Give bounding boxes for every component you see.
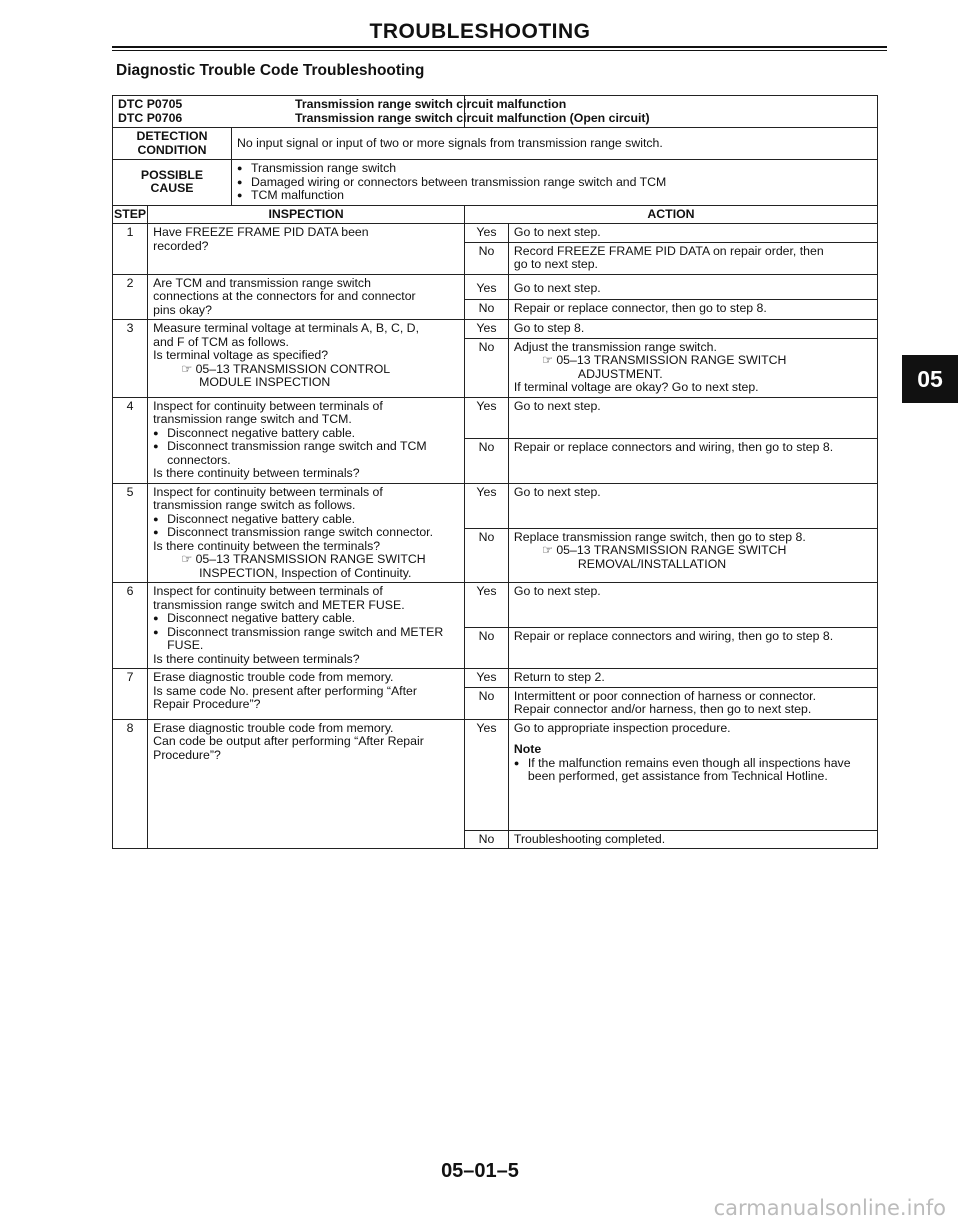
inspection-line: Is there continuity between terminals?	[153, 466, 360, 480]
step-inspection	[148, 583, 465, 669]
action-line: go to next step.	[513, 257, 598, 271]
note-title: Note	[513, 742, 542, 756]
reference-icon: ☞	[541, 353, 553, 367]
no-label: No	[464, 338, 508, 397]
step-inspection	[148, 397, 465, 483]
reference-text: INSPECTION, Inspection of Continuity.	[199, 565, 412, 580]
inspection-line: pins okay?	[153, 302, 212, 317]
inspection-line: Inspect for continuity between terminals of	[153, 398, 383, 413]
page-number: 05–01–5	[441, 1160, 519, 1182]
reference-line	[153, 553, 459, 567]
inspection-bullet: ● Disconnect transmission range switch connector.	[153, 526, 459, 540]
inspection-header: INSPECTION	[148, 205, 465, 224]
reference-icon: ☞	[541, 543, 553, 557]
inspection-line: Inspect for continuity between terminals of	[153, 484, 383, 499]
inspection-bullet: ● Disconnect negative battery cable.	[153, 612, 459, 626]
detection-row	[113, 128, 878, 160]
inspection-line: recorded?	[153, 238, 209, 253]
inspection-line: Is there continuity between the terminals?	[153, 538, 381, 553]
yes-label: Yes	[464, 719, 508, 830]
step-number: 2	[113, 274, 148, 320]
yes-action	[508, 719, 877, 830]
inspection-line: transmission range switch and TCM.	[153, 412, 352, 426]
yes-action: Go to next step.	[508, 224, 877, 243]
step-inspection	[148, 320, 465, 398]
step-inspection	[148, 719, 465, 849]
inspection-line: Is terminal voltage as specified?	[153, 348, 329, 362]
inspection-line: Erase diagnostic trouble code from memory.	[153, 670, 394, 684]
step-number: 4	[113, 397, 148, 483]
inspection-line: transmission range switch as follows.	[153, 498, 356, 512]
reference-icon: ☞	[181, 552, 193, 566]
inspection-line: Procedure”?	[153, 747, 221, 762]
inspection-line: transmission range switch and METER FUSE.	[153, 597, 405, 612]
action-line: Repair connector and/or harness, then go to next step.	[513, 702, 812, 716]
reference-text: 05–13 TRANSMISSION RANGE SWITCH	[195, 552, 426, 566]
inspection-bullet: ● Disconnect transmission range switch and TCM connectors.	[153, 440, 459, 467]
reference-text: MODULE INSPECTION	[199, 375, 331, 389]
no-label: No	[464, 687, 508, 719]
step-number: 8	[113, 719, 148, 849]
yes-label: Yes	[464, 320, 508, 339]
no-label: No	[464, 438, 508, 483]
inspection-line: Is same code No. present after performing “After	[153, 683, 417, 698]
header-rule	[112, 46, 887, 48]
step-row	[113, 583, 878, 628]
reference-line	[514, 544, 872, 558]
note-item: ● If the malfunction remains even though all inspections have been performed, get assistance from Technical Hotline.	[514, 757, 872, 784]
yes-action: Go to next step.	[508, 274, 877, 299]
step-inspection	[148, 483, 465, 583]
header-rule-thin	[112, 50, 887, 51]
detection-text: No input signal or input of two or more signals from transmission range switch.	[231, 128, 877, 160]
reference-line	[153, 363, 459, 377]
inspection-bullet: ● Disconnect negative battery cable.	[153, 513, 459, 527]
inspection-bullets	[153, 513, 459, 540]
no-label: No	[464, 299, 508, 319]
no-action: Troubleshooting completed.	[508, 830, 877, 849]
inspection-bullet: ● Disconnect transmission range switch and METER FUSE.	[153, 626, 459, 653]
step-number: 6	[113, 583, 148, 669]
no-action	[508, 687, 877, 719]
inspection-line: Inspect for continuity between terminals of	[153, 584, 383, 598]
action-line: Adjust the transmission range switch.	[513, 339, 717, 354]
action-line: Record FREEZE FRAME PID DATA on repair order, then	[513, 243, 824, 258]
yes-label: Yes	[464, 583, 508, 628]
no-action	[508, 242, 877, 274]
no-action: Repair or replace connectors and wiring, then go to step 8.	[508, 438, 877, 483]
cause-item: ● Transmission range switch	[237, 162, 872, 176]
action-line: Intermittent or poor connection of harness or connector.	[513, 688, 817, 703]
inspection-line: Measure terminal voltage at terminals A, B, C, D,	[153, 321, 419, 335]
yes-action: Go to next step.	[508, 583, 877, 628]
column-headers	[113, 205, 878, 224]
step-row	[113, 483, 878, 528]
no-action: Repair or replace connector, then go to step 8.	[508, 299, 877, 319]
possible-cause-row	[113, 160, 878, 206]
reference-text: ADJUSTMENT.	[577, 366, 663, 381]
dtc-description: Transmission range switch circuit malfunction (Open circuit)	[294, 110, 650, 125]
dtc-troubleshooting-table	[112, 95, 878, 849]
watermark: carmanualsonline.info	[713, 1196, 946, 1220]
yes-action: Go to next step.	[508, 483, 877, 528]
no-action	[508, 528, 877, 583]
step-inspection	[148, 669, 465, 720]
no-action: Repair or replace connectors and wiring, then go to step 8.	[508, 628, 877, 669]
step-number: 1	[113, 224, 148, 275]
inspection-line: Have FREEZE FRAME PID DATA been	[153, 225, 369, 239]
yes-label: Yes	[464, 483, 508, 528]
action-line: If terminal voltage are okay? Go to next step.	[513, 380, 759, 394]
yes-action: Return to step 2.	[508, 669, 877, 688]
inspection-line: Erase diagnostic trouble code from memory.	[153, 720, 394, 735]
cause-item: ● TCM malfunction	[237, 189, 872, 203]
yes-label: Yes	[464, 397, 508, 438]
action-line: Go to appropriate inspection procedure.	[513, 720, 731, 735]
no-label: No	[464, 628, 508, 669]
step-number: 5	[113, 483, 148, 583]
dtc-code: DTC P0706	[118, 110, 183, 125]
step-row	[113, 320, 878, 339]
condition-label: CONDITION	[137, 142, 207, 157]
step-inspection	[148, 224, 465, 275]
step-row	[113, 719, 878, 830]
step-row	[113, 397, 878, 438]
inspection-line: Repair Procedure”?	[153, 697, 261, 711]
cause-label: CAUSE	[150, 181, 194, 196]
yes-label: Yes	[464, 274, 508, 299]
action-line: Replace transmission range switch, then go to step 8.	[513, 529, 806, 544]
inspection-line: and F of TCM as follows.	[153, 334, 289, 349]
section-title: Diagnostic Trouble Code Troubleshooting	[116, 62, 425, 79]
yes-label: Yes	[464, 669, 508, 688]
dtc-code: DTC P0705	[118, 97, 183, 111]
step-number: 7	[113, 669, 148, 720]
yes-action: Go to next step.	[508, 397, 877, 438]
inspection-bullets	[153, 427, 459, 468]
reference-line	[514, 354, 872, 368]
step-row	[113, 224, 878, 243]
page-title: TROUBLESHOOTING	[369, 20, 591, 43]
inspection-line: Is there continuity between terminals?	[153, 651, 360, 666]
reference-text: REMOVAL/INSTALLATION	[577, 556, 727, 571]
inspection-bullet: ● Disconnect negative battery cable.	[153, 427, 459, 441]
no-label: No	[464, 242, 508, 274]
detection-label: DETECTION	[136, 129, 208, 143]
reference-text: 05–13 TRANSMISSION CONTROL	[195, 361, 391, 376]
inspection-line: Can code be output after performing “After Repair	[153, 734, 424, 748]
reference-text: 05–13 TRANSMISSION RANGE SWITCH	[556, 353, 787, 367]
inspection-bullets	[153, 612, 459, 653]
step-row	[113, 274, 878, 299]
reference-text: 05–13 TRANSMISSION RANGE SWITCH	[556, 543, 787, 557]
reference-icon: ☞	[181, 361, 193, 376]
action-header: ACTION	[464, 205, 877, 224]
inspection-line: Are TCM and transmission range switch	[153, 275, 371, 290]
step-header: STEP	[113, 205, 148, 224]
yes-action: Go to step 8.	[508, 320, 877, 339]
step-number: 3	[113, 320, 148, 398]
cause-item: ● Damaged wiring or connectors between transmission range switch and TCM	[237, 176, 872, 190]
yes-label: Yes	[464, 224, 508, 243]
possible-label: POSSIBLE	[140, 167, 204, 182]
section-tab: 05	[902, 355, 958, 403]
step-row	[113, 669, 878, 688]
dtc-description: Transmission range switch circuit malfunction	[294, 97, 567, 111]
note-list	[514, 757, 872, 784]
no-action	[508, 338, 877, 397]
step-inspection	[148, 274, 465, 320]
inspection-line: connections at the connectors for and connector	[153, 289, 416, 303]
dtc-row	[113, 96, 878, 128]
no-label: No	[464, 528, 508, 583]
no-label: No	[464, 830, 508, 849]
cause-list	[237, 162, 872, 203]
